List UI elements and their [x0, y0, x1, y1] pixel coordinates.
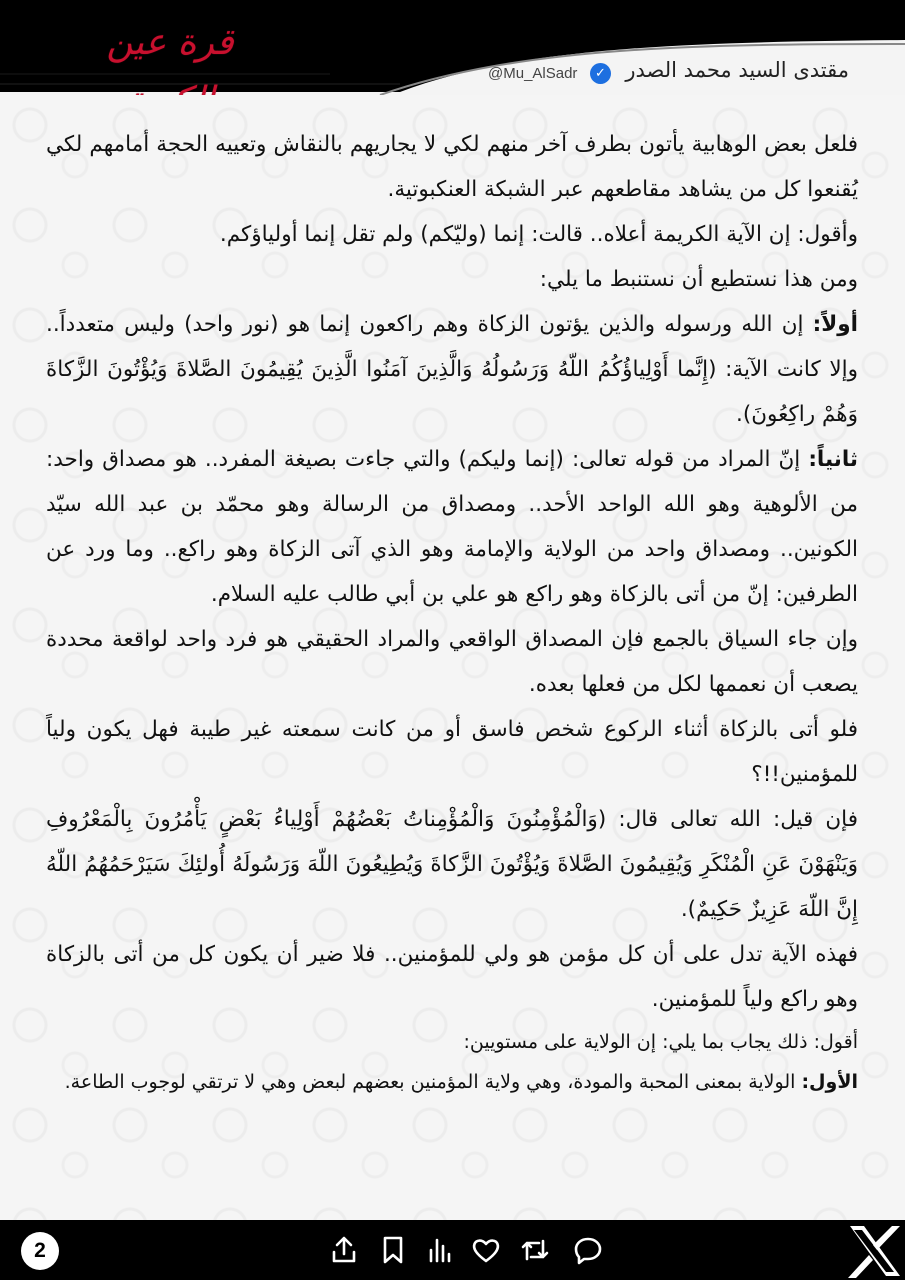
paragraph: فلو أتى بالزكاة أثناء الركوع شخص فاسق أو من كانت سمعته غير طيبة فهل يكون ولياً للمؤمنين!!؟	[46, 717, 858, 787]
paragraph: ومن هذا نستطيع أن نستنبط ما يلي:	[539, 267, 858, 292]
paragraph	[46, 1062, 858, 1102]
header-banner	[0, 0, 905, 100]
author-name: مقتدى السيد محمد الصدر	[625, 58, 849, 82]
site-logo: قرة عين	[106, 22, 234, 63]
paragraph	[46, 437, 858, 617]
paragraph: وإن جاء السياق بالجمع فإن المصداق الواقعي والمراد الحقيقي هو فرد واحد لواقعة محددة يصعب أن نعممها لكل من فعلها بعده.	[46, 627, 858, 697]
page-number: 2	[21, 1232, 59, 1270]
paragraph: وأقول: إن الآية الكريمة أعلاه.. قالت: إنما (وليّكم) ولم تقل إنما أولياؤكم.	[219, 222, 858, 247]
author-handle[interactable]: @Mu_AlSadr	[488, 65, 578, 82]
reply-icon[interactable]	[572, 1234, 604, 1266]
article-body	[46, 122, 858, 1102]
retweet-icon[interactable]	[519, 1234, 551, 1266]
point-label: أولاً:	[812, 312, 858, 337]
paragraph: فإن قيل: الله تعالى قال: (وَالْمُؤْمِنُونَ وَالْمُؤْمِناتُ بَعْضُهُمْ أَوْلِياءُ بَعْضٍ يَأْمُرُونَ بِالْمَعْرُوفِ وَيَنْهَوْنَ عَنِ الْمُنْكَرِ وَيُقِيمُونَ الصَّلاةَ وَيُؤْتُونَ الزَّكاةَ وَيُطِيعُونَ اللّهَ وَرَسُولَهُ أُولئِكَ سَيَرْحَمُهُمُ اللّهُ إِنَّ اللّهَ عَزِيزٌ حَكِيمٌ).	[46, 807, 858, 922]
paragraph: فلعل بعض الوهابية يأتون بطرف آخر منهم لكي لا يجاريهم بالنقاش وتعييه الحجة أمامهم لكي يُقنعوا كل من يشاهد مقاطعهم عبر الشبكة العنكبوتية.	[46, 132, 858, 202]
bookmark-icon[interactable]	[377, 1234, 409, 1266]
x-logo-icon	[842, 1222, 905, 1280]
paragraph: أقول: ذلك يجاب بما يلي: إن الولاية على مستويين:	[463, 1031, 858, 1053]
paragraph: فهذه الآية تدل على أن كل مؤمن هو ولي للمؤمنين.. فلا ضير أن يكون كل من أتى بالزكاة وهو راكع ولياً للمؤمنين.	[46, 942, 858, 1012]
point-text: الولاية بمعنى المحبة والمودة، وهي ولاية المؤمنين بعضهم لبعض وهي لا ترتقي لوجوب الطاعة.	[64, 1071, 802, 1093]
paragraph	[46, 302, 858, 437]
views-icon[interactable]	[424, 1234, 456, 1266]
point-label: ثانياً:	[808, 447, 858, 472]
point-label: الأول:	[801, 1071, 858, 1093]
share-icon[interactable]	[328, 1234, 360, 1266]
point-text: إن الله ورسوله والذين يؤتون الزكاة وهم راكعون إنما هو (نور واحد) وليس متعدداً.. وإلا كانت الآية: (إِنَّما أَوْلِياؤُكُمُ اللّهُ وَرَسُولُهُ وَالَّذِينَ آمَنُوا الَّذِينَ يُقِيمُونَ الصَّلاةَ وَيُؤْتُونَ الزَّكاةَ وَهُمْ راكِعُونَ).	[46, 312, 858, 427]
like-icon[interactable]	[470, 1234, 502, 1266]
verified-badge-icon: ✓	[590, 63, 611, 84]
point-text: إنّ المراد من قوله تعالى: (إنما وليكم) والتي جاءت بصيغة المفرد.. هو مصداق واحد: من الألوهية وهو الله الواحد الأحد.. ومصداق من الرسالة وهو محمّد بن عبد الله سيّد الكونين.. ومصداق واحد من الولاية والإمامة وهو الذي آتى الزكاة وهو راكع.. وما ورد عن الطرفين: إنّ من أتى بالزكاة وهو راكع هو علي بن أبي طالب عليه السلام.	[46, 447, 858, 607]
